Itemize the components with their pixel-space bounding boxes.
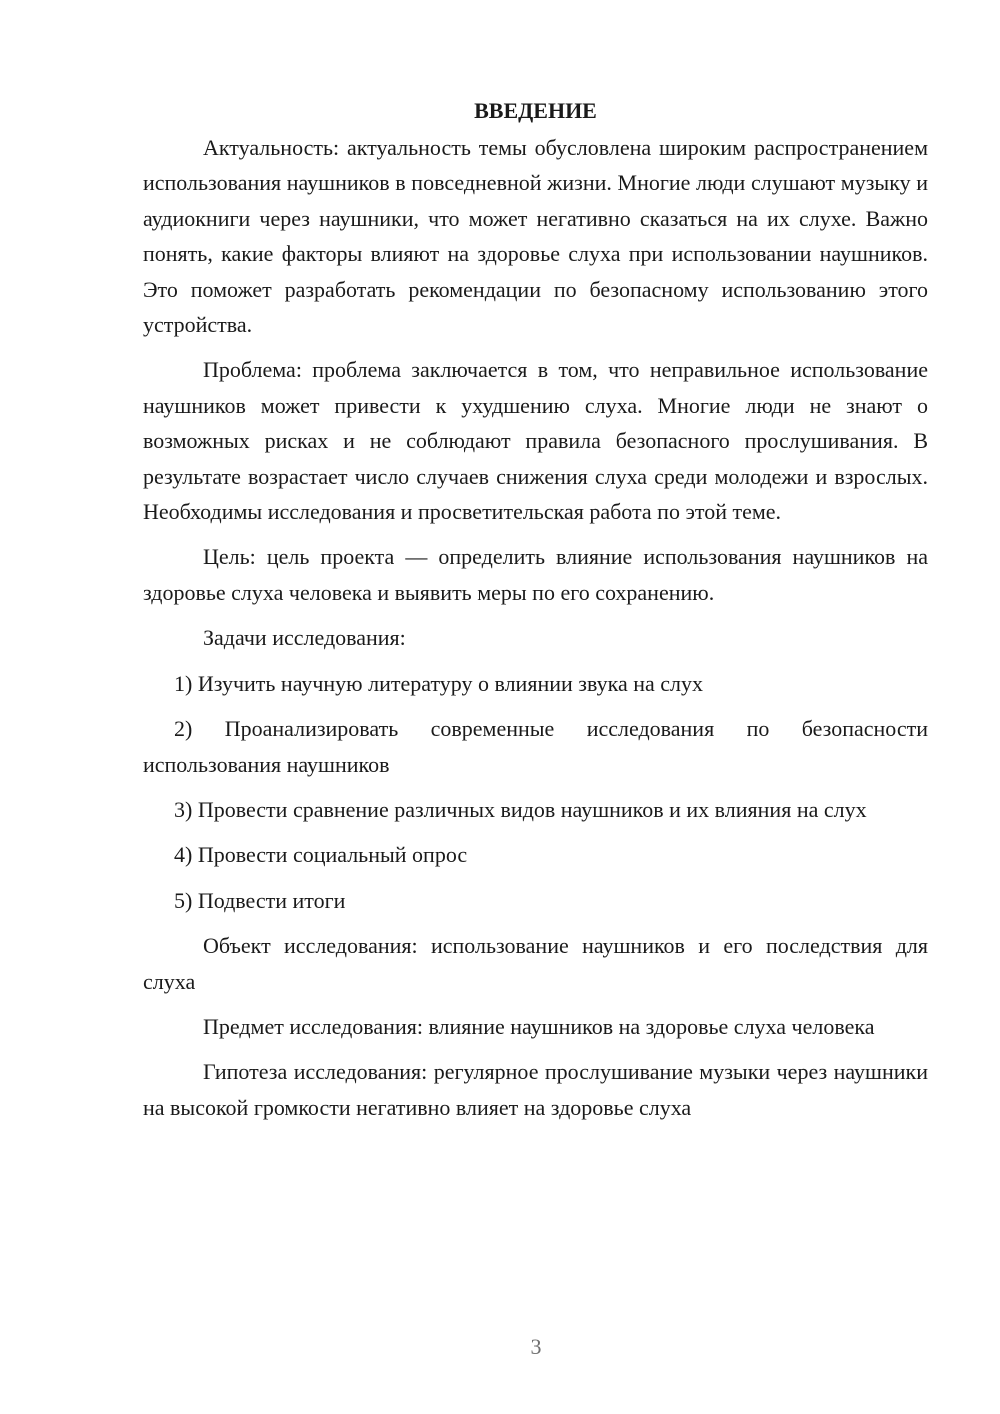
page-content [143,93,928,1135]
hypothesis-paragraph: Гипотеза исследования: регулярное прослушивание музыки через наушники на высокой громкости негативно влияет на здоровье слуха [143,1059,928,1120]
task-item-3: 3) Провести сравнение различных видов наушников и их влияния на слух [174,796,867,822]
subject-paragraph: Предмет исследования: влияние наушников на здоровье слуха человека [203,1013,875,1039]
object-paragraph: Объект исследования: использование наушников и его последствия для слуха [143,933,928,994]
task-item-2: 2) Проанализировать современные исследования по безопасности использования наушников [143,716,928,777]
goal-paragraph: Цель: цель проекта — определить влияние использования наушников на здоровье слуха человека и выявить меры по его сохранению. [143,544,928,605]
tasks-heading: Задачи исследования: [203,625,406,651]
task-item-5: 5) Подвести итоги [174,887,346,913]
problem-paragraph: Проблема: проблема заключается в том, что неправильное использование наушников может привести к ухудшению слуха. Многие люди не знают о возможных рисках и не соблюдают правила безопасного прослушивания. В результате возрастает число случаев снижения слуха среди молодежи и взрослых. Необходимы исследования и просветительская работа по этой теме. [143,357,928,525]
section-title: ВВЕДЕНИЕ [474,98,597,123]
task-item-4: 4) Провести социальный опрос [174,842,468,868]
task-item-1: 1) Изучить научную литературу о влиянии звука на слух [174,670,703,696]
relevance-paragraph: Актуальность: актуальность темы обусловлена широким распространением использования наушников в повседневной жизни. Многие люди слушают музыку и аудиокниги через наушники, что может негативно сказаться на их слухе. Важно понять, какие факторы влияют на здоровье слуха при использовании наушников. Это поможет разработать рекомендации по безопасному использованию этого устройства. [143,135,928,338]
page-number: 3 [530,1334,542,1359]
